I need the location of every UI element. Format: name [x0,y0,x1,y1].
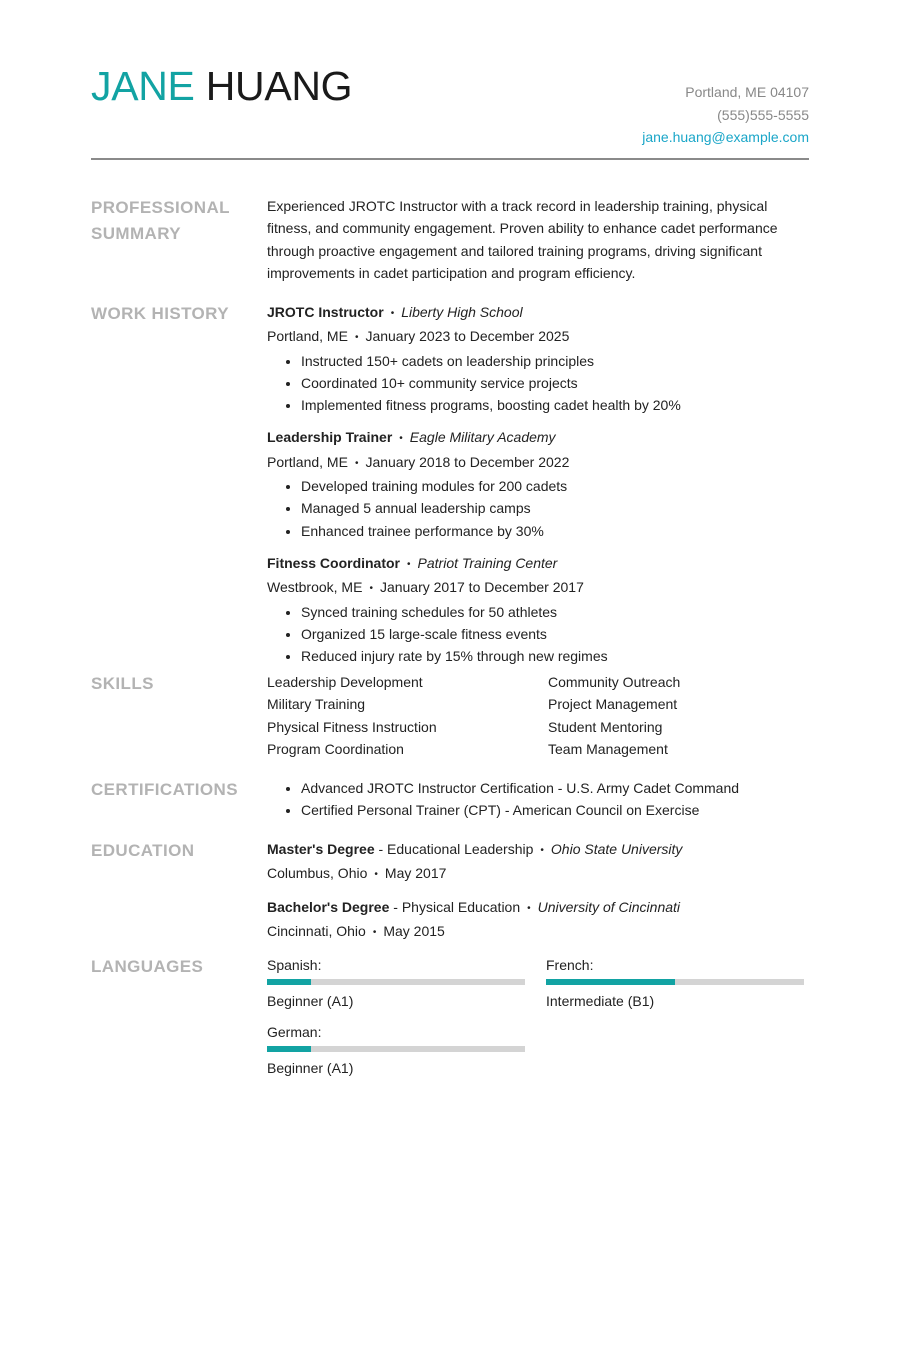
education-entry [267,896,809,945]
job-meta [267,325,809,349]
skill-item: Community Outreach [548,674,681,690]
language-entry [267,1021,546,1079]
proficiency-bar [267,979,525,985]
job-heading [267,426,809,450]
list-item: • Instructed 150+ cadets on leadership principles [301,350,809,372]
employer: Eagle Military Academy [409,429,556,446]
address: Portland, ME 04107 [685,84,809,100]
education-entry [267,838,809,887]
list-item: • Advanced JROTC Instructor Certification - U.S. Army Cadet Command [301,777,809,799]
separator-dot: • [390,308,395,319]
language-entry [546,954,809,1012]
summary-body [267,195,809,284]
language-entry [267,954,546,1012]
field: - Physical Education [389,898,521,915]
education-meta [267,862,809,886]
job-title: Fitness Coordinator [267,554,401,571]
degree-line [267,896,809,920]
section-title-summary: PROFESSIONAL SUMMARY [91,198,230,243]
job-dates: January 2023 to December 2025 [365,328,570,345]
job-meta [267,576,809,600]
phone: (555)555-5555 [717,106,809,123]
degree: Master's Degree [267,841,375,857]
separator-dot: • [407,558,411,570]
job-bullets [267,475,809,542]
section-title-skills: SKILLS [91,674,154,693]
skill-item: Military Training [267,696,366,713]
skills-body [267,671,809,760]
separator-dot: • [354,457,359,469]
proficiency-level: Intermediate (B1) [546,993,655,1009]
job-heading [267,301,809,325]
list-item: • Coordinated 10+ community service projects [301,372,809,394]
field: - Educational Leadership [374,841,534,857]
employer: Liberty High School [401,304,523,320]
employer: Patriot Training Center [417,554,558,571]
languages-body [267,954,809,1079]
list-item: • Synced training schedules for 50 athletes [301,601,809,623]
language-name: German: [267,1024,322,1040]
skill-item: Physical Fitness Instruction [267,718,437,735]
languages-grid [267,954,809,1079]
resume-header [91,0,809,160]
school-location: Cincinnati, Ohio [267,922,366,939]
job-location: Portland, ME [267,453,348,470]
separator-dot: • [372,926,377,938]
job-title: Leadership Trainer [267,429,393,446]
skill-item: Student Mentoring [548,718,663,735]
email-link[interactable]: jane.huang@example.com [642,129,809,145]
list-item: • Enhanced trainee performance by 30% [301,520,809,542]
certifications-body [267,777,809,822]
job-heading [267,552,809,576]
separator-dot: • [399,433,403,445]
separator-dot: • [374,869,378,881]
candidate-name [91,62,352,110]
language-name: Spanish: [267,957,322,973]
graduation-date: May 2017 [384,865,447,882]
list-item: • Organized 15 large-scale fitness events [301,623,809,645]
degree: Bachelor's Degree [267,898,390,915]
skill-item: Leadership Development [267,674,423,690]
language-name: French: [546,957,594,973]
separator-dot: • [354,332,359,344]
summary-text: Experienced JROTC Instructor with a track record in leadership training, physical fitness, and community engagement. Proven ability to enhance cadet performance through proactive engagement and tailored training programs, driving significant improvements in cadet participation and program efficiency. [267,198,778,281]
skills-grid [267,671,809,760]
job-dates: January 2018 to December 2022 [365,453,570,470]
separator-dot: • [527,902,531,914]
separator-dot: • [369,583,373,595]
job-meta [267,451,809,475]
job-entry [267,301,809,416]
school-location: Columbus, Ohio [267,865,368,882]
proficiency-level: Beginner (A1) [267,993,354,1009]
section-title-languages: LANGUAGES [91,957,204,976]
skill-item: Project Management [548,696,678,713]
job-entry [267,426,809,541]
section-title-certifications: CERTIFICATIONS [91,780,238,799]
job-bullets [267,350,809,417]
school: Ohio State University [550,841,683,857]
list-item: • Reduced injury rate by 15% through new regimes [301,645,809,667]
proficiency-level: Beginner (A1) [267,1060,354,1076]
resume-page [91,0,809,1076]
degree-line [267,838,809,862]
section-title-work: WORK HISTORY [91,304,229,323]
separator-dot: • [540,845,544,856]
skill-item: Program Coordination [267,740,404,757]
last-name: HUANG [205,63,353,109]
graduation-date: May 2015 [383,922,445,939]
proficiency-fill [267,979,311,985]
proficiency-fill [267,1046,311,1052]
section-title-education: EDUCATION [91,841,195,860]
job-dates: January 2017 to December 2017 [379,579,584,596]
job-title: JROTC Instructor [267,304,384,320]
proficiency-fill [546,979,675,985]
proficiency-bar [267,1046,525,1052]
list-item: • Certified Personal Trainer (CPT) - American Council on Exercise [301,799,809,821]
first-name: JANE [91,63,195,109]
skill-item: Team Management [548,740,668,757]
work-history-body [267,301,809,677]
job-bullets [267,601,809,668]
proficiency-bar [546,979,804,985]
certification-list [267,777,809,822]
list-item: • Developed training modules for 200 cadets [301,475,809,497]
education-body [267,838,809,953]
contact-info [642,81,809,149]
education-meta [267,920,809,944]
job-entry [267,552,809,667]
list-item: • Managed 5 annual leadership camps [301,497,809,519]
list-item: • Implemented fitness programs, boosting cadet health by 20% [301,394,809,416]
job-location: Portland, ME [267,328,348,345]
job-location: Westbrook, ME [267,579,363,596]
school: University of Cincinnati [537,898,681,915]
